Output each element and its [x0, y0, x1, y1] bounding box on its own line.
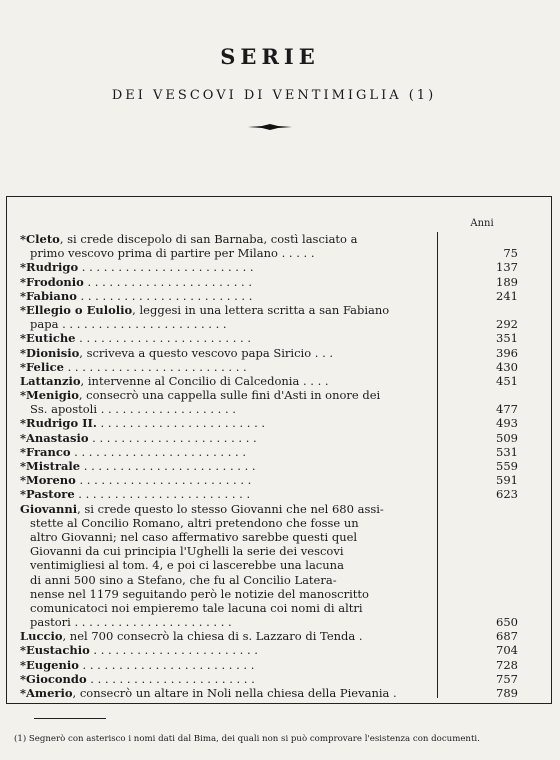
- entry-text: [30, 402, 438, 416]
- entry-text: [20, 303, 428, 317]
- table-row: [0, 445, 560, 459]
- entry-text: [30, 615, 438, 629]
- entry-text: [20, 232, 428, 246]
- bishop-name: *Anastasio: [20, 430, 89, 445]
- entry-text: [20, 431, 428, 445]
- table-row: [0, 402, 560, 416]
- entry-text: [20, 502, 428, 516]
- table-row: [0, 629, 560, 643]
- entry-text: [30, 587, 438, 601]
- entry-text: [30, 544, 438, 558]
- table-row: [0, 615, 560, 629]
- entry-description: . . . . . . . . . . . . . . . . . . . . . . .: [88, 430, 257, 445]
- entry-description: comunicatoci noi empieremo tale lacuna coi nomi di altri: [30, 600, 363, 615]
- bishop-name: *Rudrigo II.: [20, 416, 97, 431]
- entry-description: Ss. apostoli . . . . . . . . . . . . . . . . . . .: [30, 402, 236, 417]
- entry-description: . . . . . . . . . . . . . . . . . . . . . . . .: [75, 331, 251, 346]
- entry-text: [20, 289, 428, 303]
- bishop-name: *Fabiano: [20, 288, 77, 303]
- table-row: [0, 275, 560, 289]
- entry-description: . . . . . . . . . . . . . . . . . . . . . . . .: [74, 487, 251, 502]
- bishop-name: *Pastore: [20, 487, 75, 502]
- entry-text: [20, 260, 428, 274]
- table-row: [0, 331, 560, 345]
- bishop-name: *Franco: [20, 444, 71, 459]
- table-row: [0, 374, 560, 388]
- entry-description: , consecrò un altare in Noli nella chiesa della Pievania .: [72, 686, 397, 700]
- entry-year: 292: [496, 317, 518, 332]
- table-row: [0, 459, 560, 473]
- entry-text: [20, 388, 428, 402]
- bishop-name: Luccio: [20, 629, 63, 644]
- entry-description: . . . . . . . . . . . . . . . . . . . . . . . . .: [63, 359, 247, 374]
- table-row: [0, 502, 560, 516]
- bishop-name: *Ellegio o Eulolio: [20, 302, 133, 317]
- entry-description: Giovanni da cui principia l'Ughelli la serie dei vescovi: [30, 544, 344, 559]
- entry-text: [30, 601, 438, 615]
- entry-year: 75: [503, 246, 518, 261]
- table-row: [0, 246, 560, 260]
- bishop-name: *Cleto: [20, 232, 60, 246]
- entry-description: nense nel 1179 seguitando però le notizie del manoscritto: [30, 586, 369, 601]
- table-row: [0, 558, 560, 572]
- table-row: [0, 388, 560, 402]
- entry-description: , nel 700 consecrò la chiesa di s. Lazzaro di Tenda .: [62, 629, 363, 644]
- entry-year: 396: [496, 345, 518, 360]
- table-row: [0, 260, 560, 274]
- entry-year: 137: [496, 260, 518, 275]
- table-row: [0, 487, 560, 501]
- table-row: [0, 303, 560, 317]
- entry-description: , consecrò una cappella sulle fini d'Asti in onore dei: [78, 388, 381, 403]
- bishop-name: *Eustachio: [20, 643, 90, 658]
- entry-year: 477: [496, 402, 518, 417]
- page-title: SERIE: [220, 44, 320, 69]
- entry-description: , si crede questo lo stesso Giovanni che nel 680 assi-: [77, 501, 384, 516]
- entry-year: 493: [496, 416, 518, 431]
- entry-year: 728: [496, 657, 518, 672]
- bishop-name: *Eugenio: [20, 657, 79, 672]
- table-row: [0, 473, 560, 487]
- entry-text: [30, 530, 438, 544]
- entry-text: [20, 275, 428, 289]
- page-subtitle: DEI VESCOVI DI VENTIMIGLIA (1): [111, 88, 437, 103]
- bishop-name: *Rudrigo: [20, 260, 79, 275]
- entry-description: , scriveva a questo vescovo papa Siricio . . .: [79, 345, 334, 360]
- entry-year: 591: [496, 473, 518, 488]
- entry-text: [20, 487, 428, 501]
- bishop-name: Giovanni: [20, 501, 78, 516]
- bishop-name: *Felice: [20, 359, 64, 374]
- entry-text: [30, 516, 438, 530]
- entry-description: , intervenne al Concilio di Calcedonia . . . .: [80, 373, 329, 388]
- entry-year: 704: [496, 643, 518, 658]
- entry-description: . . . . . . . . . . . . . . . . . . . . . . . .: [70, 444, 246, 459]
- table-row: [0, 416, 560, 430]
- entry-description: . . . . . . . . . . . . . . . . . . . . . . .: [83, 274, 252, 289]
- entry-year: 509: [496, 430, 518, 445]
- entry-description: . . . . . . . . . . . . . . . . . . . . . . .: [86, 671, 255, 686]
- entry-year: 623: [496, 487, 518, 502]
- entry-description: . . . . . . . . . . . . . . . . . . . . . . . .: [78, 260, 254, 275]
- entry-description: . . . . . . . . . . . . . . . . . . . . . . . .: [80, 459, 256, 473]
- table-row: [0, 573, 560, 587]
- footnote-rule: [34, 718, 106, 719]
- table-row: [0, 317, 560, 331]
- entry-year: 531: [496, 444, 518, 459]
- bishops-list: [0, 232, 560, 700]
- entry-description: di anni 500 sino a Stefano, che fu al Concilio Latera-: [30, 572, 337, 587]
- entry-text: [20, 360, 428, 374]
- entry-text: [20, 445, 428, 459]
- bishop-name: *Dionisio: [20, 345, 80, 360]
- footnote: (1) Segnerò con asterisco i nomi dati dal Bima, dei quali non si può comprovare l'esistenza con documenti.: [14, 734, 480, 744]
- table-row: [0, 346, 560, 360]
- entry-text: [20, 459, 428, 473]
- entry-text: [20, 672, 428, 686]
- entry-text: [20, 686, 428, 700]
- bishop-name: *Eutiche: [20, 331, 76, 346]
- entry-year: 789: [496, 686, 518, 700]
- entry-text: [20, 416, 428, 430]
- entry-text: [20, 629, 428, 643]
- table-row: [0, 643, 560, 657]
- table-row: [0, 289, 560, 303]
- entry-year: 189: [496, 274, 518, 289]
- entry-description: , si crede discepolo di san Barnaba, costì lasciato a: [59, 232, 358, 246]
- entry-text: [20, 473, 428, 487]
- entry-description: , leggesi in una lettera scritta a san Fabiano: [132, 302, 390, 317]
- entry-text: [20, 346, 428, 360]
- entry-year: 650: [496, 615, 518, 630]
- entry-text: [20, 658, 428, 672]
- entry-year: 757: [496, 671, 518, 686]
- year-column-header: Anni: [470, 218, 494, 229]
- table-row: [0, 431, 560, 445]
- table-row: [0, 658, 560, 672]
- entry-year: 430: [496, 359, 518, 374]
- table-row: [0, 587, 560, 601]
- entry-description: altro Giovanni; nel caso affermativo sarebbe questi quel: [30, 529, 358, 544]
- entry-year: 559: [496, 459, 518, 473]
- bishop-name: *Amerio: [20, 686, 73, 700]
- bishop-name: *Giocondo: [20, 671, 87, 686]
- table-row: [0, 672, 560, 686]
- entry-description: . . . . . . . . . . . . . . . . . . . . . . .: [89, 643, 258, 658]
- table-row: [0, 232, 560, 246]
- entry-description: ventimigliesi al tom. 4, e poi ci lascerebbe una lacuna: [30, 558, 344, 573]
- table-row: [0, 530, 560, 544]
- table-row: [0, 686, 560, 700]
- bishop-name: Lattanzio: [20, 373, 81, 388]
- entry-text: [30, 573, 438, 587]
- table-row: [0, 360, 560, 374]
- entry-year: 451: [496, 373, 518, 388]
- entry-description: . . . . . . . . . . . . . . . . . . . . . . . .: [78, 657, 255, 672]
- entry-description: stette al Concilio Romano, altri pretendono che fosse un: [30, 515, 359, 530]
- entry-description: . . . . . . . . . . . . . . . . . . . . . . .: [96, 416, 266, 431]
- entry-text: [20, 331, 428, 345]
- entry-year: 351: [496, 331, 518, 346]
- entry-text: [30, 317, 438, 331]
- entry-text: [20, 374, 428, 388]
- ornament-divider-icon: [248, 124, 292, 130]
- entry-description: primo vescovo prima di partire per Milano . . . . .: [30, 246, 315, 261]
- entry-year: 687: [496, 629, 518, 644]
- entry-year: 241: [496, 288, 518, 303]
- entry-description: pastori . . . . . . . . . . . . . . . . . . . . . .: [30, 615, 232, 630]
- entry-text: [30, 558, 438, 572]
- bishop-name: *Moreno: [20, 473, 76, 488]
- bishop-name: *Mistrale: [20, 459, 81, 473]
- bishop-name: *Menigio: [20, 388, 79, 403]
- entry-description: papa . . . . . . . . . . . . . . . . . . . . . . .: [30, 317, 227, 332]
- table-row: [0, 544, 560, 558]
- entry-description: . . . . . . . . . . . . . . . . . . . . . . . .: [75, 473, 252, 488]
- entry-text: [30, 246, 438, 260]
- table-row: [0, 516, 560, 530]
- entry-text: [20, 643, 428, 657]
- entry-description: . . . . . . . . . . . . . . . . . . . . . . . .: [76, 288, 253, 303]
- bishop-name: *Frodonio: [20, 274, 84, 289]
- table-row: [0, 601, 560, 615]
